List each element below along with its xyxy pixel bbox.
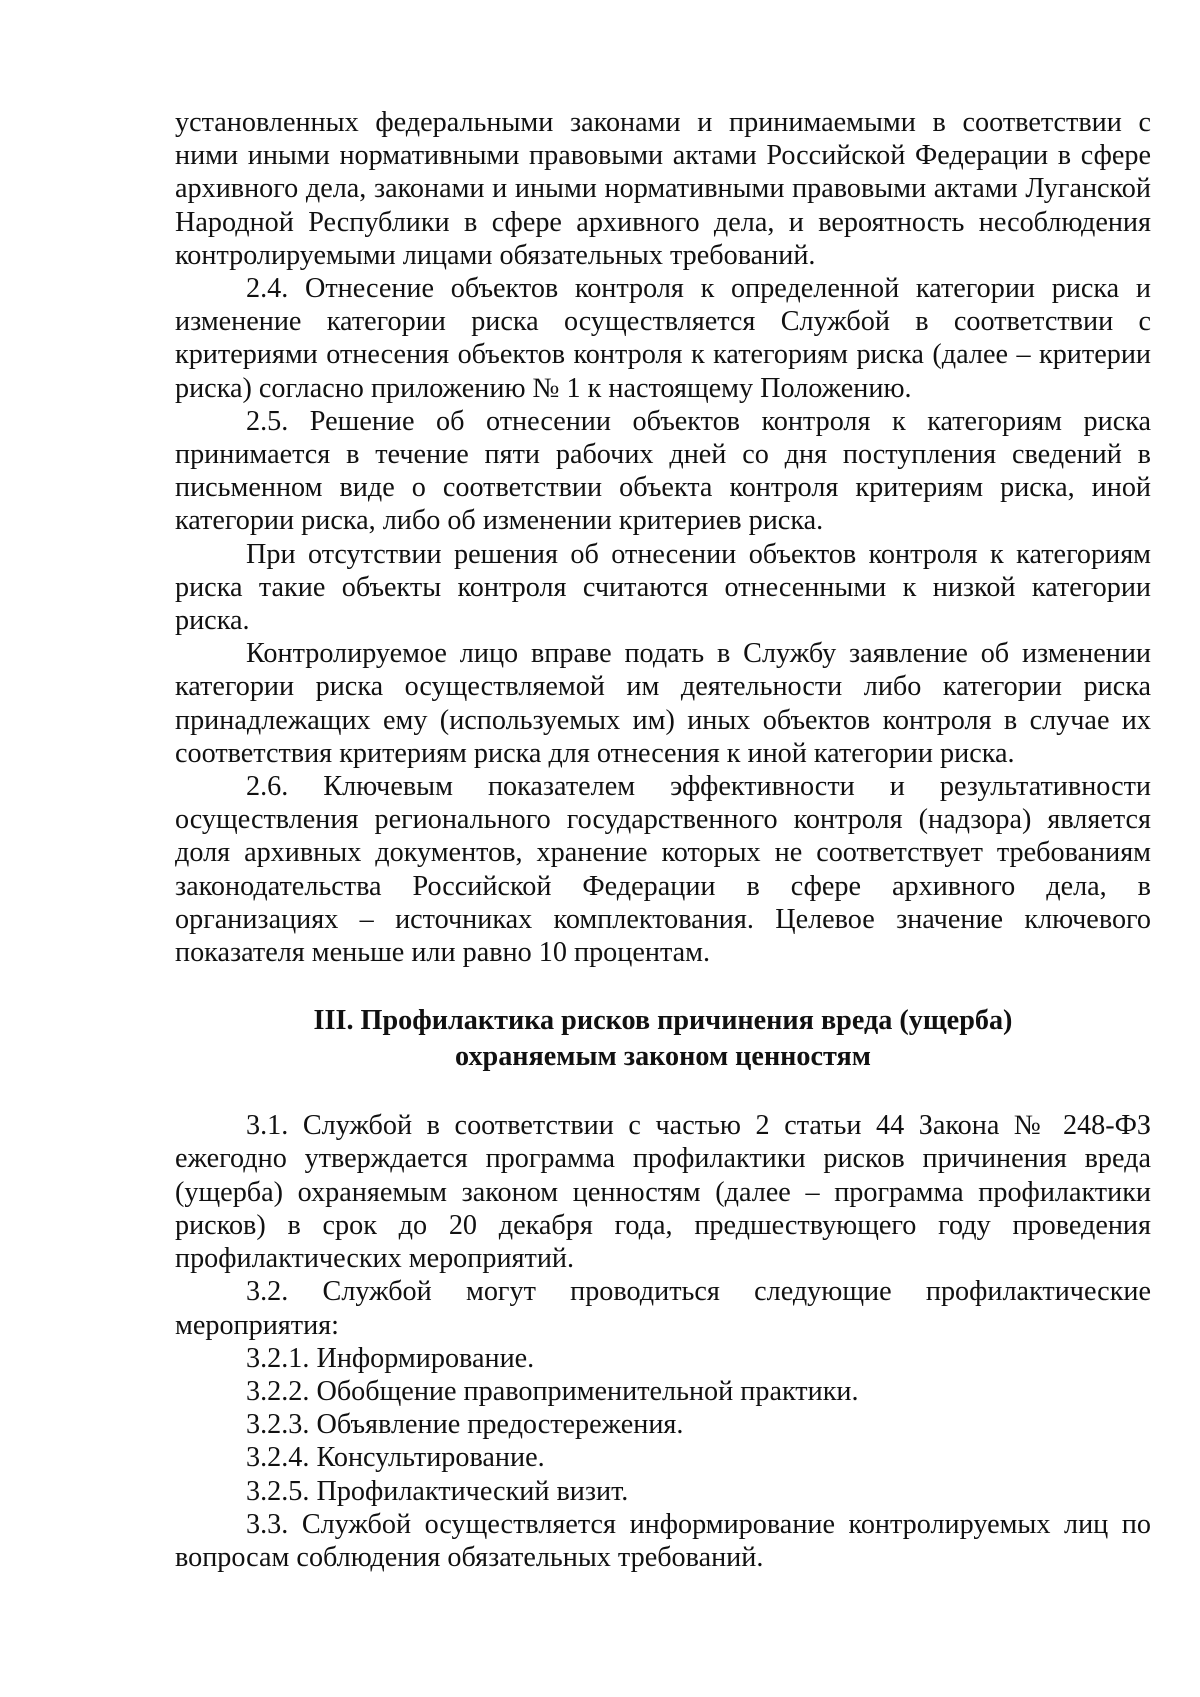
paragraph-continuation: установленных федеральными законами и принимаемыми в соответствии с ними иными нормативными правовыми актами Российской Федерации в сфере архивного дела, законами и иными нормативными правовыми актами Луганской Народной Республики в сфере архивного дела, и вероятность несоблюдения контролируемыми лицами обязательных требований.	[175, 107, 1151, 271]
list-item: 3.2.2. Обобщение правоприменительной практики.	[246, 1375, 859, 1407]
section-3-heading	[175, 1003, 1151, 1075]
paragraph-2-6: 2.6. Ключевым показателем эффективности и результативности осуществления регионального государственного контроля (надзора) является доля архивных документов, хранение которых не соответствует требованиям законодательства Российской Федерации в сфере архивного дела, в организациях – источниках комплектования. Целевое значение ключевого показателя меньше или равно 10 процентам.	[175, 771, 1151, 969]
paragraph-no-decision: При отсутствии решения об отнесении объектов контроля к категориям риска такие объекты контроля считаются отнесенными к низкой категории риска.	[175, 538, 1151, 637]
paragraph-3-3: 3.3. Службой осуществляется информирование контролируемых лиц по вопросам соблюдения обязательных требований.	[175, 1508, 1151, 1573]
list-item: 3.2.3. Объявление предостережения.	[246, 1409, 684, 1441]
list-item: 3.2.4. Консультирование.	[246, 1442, 545, 1474]
paragraph-2-4: 2.4. Отнесение объектов контроля к определенной категории риска и изменение категории риска осуществляется Службой в соответствии с критериями отнесения объектов контроля к категориям риска (далее – критерии риска) согласно приложению № 1 к настоящему Положению.	[175, 273, 1151, 404]
paragraph-3-2: 3.2. Службой могут проводиться следующие профилактические мероприятия:	[175, 1276, 1151, 1341]
paragraph-controlled-person: Контролируемое лицо вправе подать в Службу заявление об изменении категории риска осуществляемой им деятельности либо категории риска принадлежащих ему (используемых им) иных объектов контроля в случае их соответствия критериям риска для отнесения к иной категории риска.	[175, 638, 1151, 769]
paragraph-2-5: 2.5. Решение об отнесении объектов контроля к категориям риска принимается в течение пяти рабочих дней со дня поступления сведений в письменном виде о соответствии объекта контроля критериям риска, иной категории риска, либо об изменении критериев риска.	[175, 405, 1151, 537]
document-page	[175, 106, 1151, 1574]
section-3-heading-line1: III. Профилактика рисков причинения вреда (ущерба)	[313, 1005, 1013, 1037]
paragraph-3-1: 3.1. Службой в соответствии с частью 2 статьи 44 Закона № 248-ФЗ ежегодно утверждается программа профилактики рисков причинения вреда (ущерба) охраняемым законом ценностям (далее – программа профилактики рисков) в срок до 20 декабря года, предшествующего году проведения профилактических мероприятий.	[175, 1110, 1151, 1275]
list-item: 3.2.1. Информирование.	[246, 1342, 535, 1374]
list-item: 3.2.5. Профилактический визит.	[246, 1475, 629, 1507]
section-3-heading-line2: охраняемым законом ценностям	[455, 1041, 871, 1073]
